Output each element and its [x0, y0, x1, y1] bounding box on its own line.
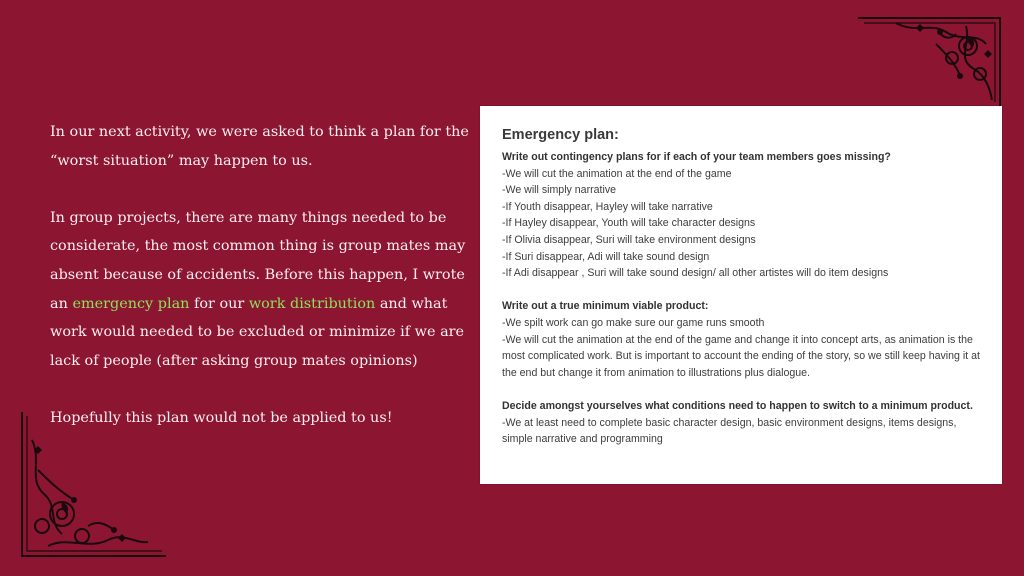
emergency-plan-panel — [480, 106, 1002, 484]
list-item: -If Hayley disappear, Youth will take character designs — [502, 217, 756, 230]
list-item: -If Adi disappear , Suri will take sound design/ all other artistes will do item designs — [502, 267, 889, 280]
list-item: -We spilt work can go make sure our game runs smooth — [502, 316, 765, 329]
list-item: -If Youth disappear, Hayley will take narrative — [502, 200, 713, 213]
highlight-work-distribution: work distribution — [248, 295, 376, 312]
question-contingency: Write out contingency plans for if each of your team members goes missing? — [502, 151, 891, 163]
paragraph-plan-text-1: In group projects, there are many things needed to be considerate, the most common thing is group mates may absent because of accidents. Before this happen, I wrote an — [50, 209, 466, 312]
list-item: -We will cut the animation at the end of the game — [502, 167, 732, 180]
corner-ornament-top-right-icon — [856, 14, 1004, 108]
list-item: -We will cut the animation at the end of the game and change it into concept arts, as animation is the most complicated work. But is important to account the ending of the story, so we still keep having it at the end but change it from animation to illustrations plus dialogue. — [502, 333, 980, 379]
left-text-block — [50, 118, 470, 433]
paragraph-plan-text-3: and what work would needed to be excluded or minimize if we are lack of people (after asking group mates opinions) — [50, 295, 465, 369]
list-item: -If Suri disappear, Adi will take sound design — [502, 250, 710, 263]
list-item: -We will simply narrative — [502, 184, 617, 197]
list-item: -We at least need to complete basic character design, basic environment designs, items designs, simple narrative and programming — [502, 416, 957, 446]
paragraph-closing: Hopefully this plan would not be applied to us! — [50, 409, 393, 426]
panel-title: Emergency plan: — [502, 127, 619, 143]
question-conditions: Decide amongst yourselves what conditions need to happen to switch to a minimum product. — [502, 399, 973, 412]
paragraph-plan-text-2: for our — [189, 295, 249, 312]
highlight-emergency-plan: emergency plan — [72, 295, 190, 312]
paragraph-intro: In our next activity, we were asked to think a plan for the “worst situation” may happen to us. — [50, 124, 469, 169]
paragraph-plan — [50, 204, 470, 376]
list-item: -If Olivia disappear, Suri will take environment designs — [502, 233, 756, 246]
question-minimum-product: Write out a true minimum viable product: — [502, 300, 709, 313]
